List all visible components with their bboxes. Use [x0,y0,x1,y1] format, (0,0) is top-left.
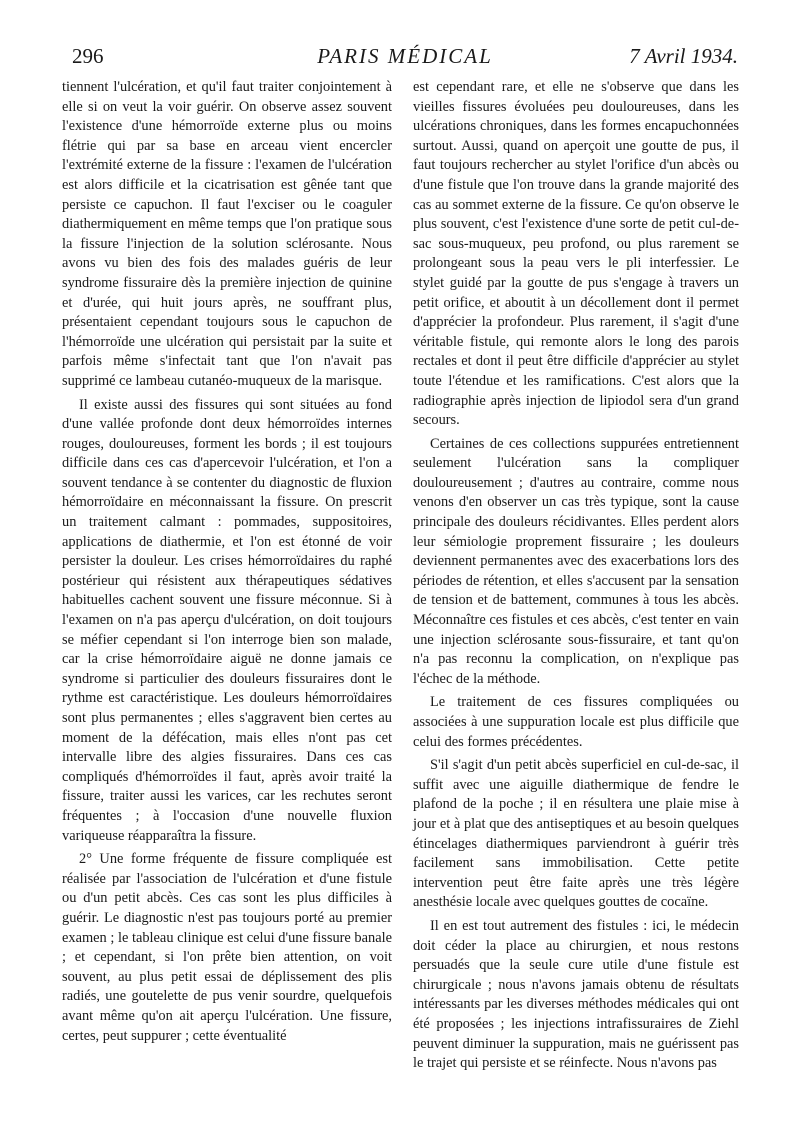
paragraph: Le traitement de ces fissures compliquées ou associées à une suppuration locale est plus difficile que celui des formes précédentes. [413,694,739,750]
paragraph: Il existe aussi des fissures qui sont situées au fond d'une vallée profonde dont deux hémorroïdes internes rouges, douloureuses, forment les bords ; il est toujours difficile dans ces cas d'apercevoir l'ulcération, et l'on a souvent tendance à se contenter du diagnostic de fluxion hémorroïdaire en méconnaissant la fissure. On prescrit un traitement calmant : pommades, suppositoires, applications de diathermie, et l'on est étonné de voir persister la douleur. Les crises hémorroïdaires du raphé postérieur qui résistent aux thérapeutiques sédatives habituelles cachent souvent une fissure méconnue. Si à l'examen on n'a pas aperçu d'ulcération, on doit toujours se méfier cependant si l'on interroge bien son malade, car la crise hémorroïdaire aiguë ne donne jamais ce syndrome si particulier des douleurs fissuraires dont le rythme est caractéristique. Les douleurs hémorroïdaires sont plus permanentes ; elles s'aggravent bien certes au moment de la défécation, mais elles n'ont pas cet intervalle libre des algies fissuraires. Dans ces cas compliqués d'hémorroïdes il faut, après avoir traité la fissure, traiter aussi les varices, car les rechutes seront fréquentes ; à l'occasion d'une nouvelle fluxion variqueuse réapparaîtra la fissure. [62,396,392,844]
paragraph: 2° Une forme fréquente de fissure compliquée est réalisée par l'association de l'ulcération et d'une fistule ou d'un petit abcès. Ces cas sont les plus difficiles à guérir. Le diagnostic n'est pas toujours porté au premier examen ; le tableau clinique est celui d'une fissure banale ; et cependant, si l'on prête bien attention, on voit souvent, au plus petit essai de déplissement des plis radiés, une goutelette de pus venir sourdre, quelquefois avant même qu'on ait aperçu l'ulcération. Une fissure, certes, peut suppurer ; cette éventualité [62,851,392,1044]
issue-date: 7 Avril 1934. [629,44,738,68]
paragraph: S'il s'agit d'un petit abcès superficiel en cul-de-sac, il suffit avec une aiguille diathermique de fendre le plafond de la poche ; il en résultera une plaie mise à jour et à plat que des antiseptiques et au besoin quelques étincelages diathermiques parviendront à guérir très facilement sans immobilisation. Cette petite intervention peut être faite après une très légère anesthésie locale avec quelques gouttes de cocaïne. [413,757,739,911]
running-header [72,44,738,74]
paragraph: est cependant rare, et elle ne s'observe que dans les vieilles fissures évoluées peu douloureuses, dans les ulcérations chroniques, dans les formes encapuchonnées surtout. Aussi, quand on aperçoit une goutte de pus, il faut toujours rechercher au stylet l'orifice d'un abcès ou d'une fistule que l'on trouve dans la grande majorité des cas au sommet externe de la fissure. Ce qu'on observe le plus souvent, c'est l'existence d'une sorte de petit cul-de-sac sous-muqueux, peu profond, ou plus rarement se prolongeant sous la peau vers le pli interfessier. Le stylet guidé par la goutte de pus s'engage à travers un petit orifice, et aboutit à un décollement dont il permet d'apprécier la profondeur. Plus rarement, il s'agit d'une véritable fistule, qui remonte alors le long des parois rectales et dont il peut être difficile d'apprécier au stylet toute l'étendue et les ramifications. C'est alors que la radiographie après injection de lipiodol sera d'un grand secours. [413,79,739,429]
left-column [62,78,392,1046]
paragraph: Certaines de ces collections suppurées entretiennent seulement l'ulcération sans la compliquer douloureusement ; d'autres au contraire, comme nous venons d'en observer un cas très typique, sont la cause principale des douleurs récidivantes. Elles perdent alors leur sémiologie proprement fissuraire ; les douleurs deviennent permanentes avec des exacerbations lors des périodes de rétention, et elles s'accusent par la sensation de tension et de battement, communes à tous les abcès. Méconnaître ces fistules et ces abcès, c'est tenter en vain une injection sclérosante sous-fissuraire, et tant qu'on n'a pas reconnu la complication, on n'explique pas l'échec de la méthode. [413,435,739,687]
journal-title: PARIS MÉDICAL [317,44,493,68]
paragraph: Il en est tout autrement des fistules : ici, le médecin doit céder la place au chirurgien, et nous restons persuadés que la seule cure utile d'une fistule est chirurgicale ; nous n'avons jamais obtenu de résultats intéressants par les diverses méthodes médicales qui ont été proposées ; les injections intrafissuraires de Ziehl peuvent diminuer la suppuration, mais ne guérissent pas le trajet qui persiste et se réinfecte. Nous n'avons pas [413,917,739,1072]
page-number: 296 [72,44,104,68]
paragraph: tiennent l'ulcération, et qu'il faut traiter conjointement à elle si on veut la voir guérir. On observe assez souvent l'existence d'une hémorroïde externe plus ou moins flétrie qui par sa base en arceau vient encercler l'extrémité externe de la fissure : l'examen de l'ulcération est alors difficile et la cicatrisation est gênée tant que persiste ce capuchon. Il faut l'exciser ou le coaguler diathermiquement en même temps que l'on pratique sous la fissure l'injection de la solution sclérosante. Nous avons vu bien des fois des malades guéris de leur syndrome fissuraire dès la première injection de quinine et d'urée, qui huit jours après, ne souffrant plus, présentaient cependant toujours sous le capuchon de l'hémorroïde une ulcération qui persistait par la suite et parfois même s'infectait tant que l'on n'avait pas supprimé ce lambeau cutanéo-muqueux de la marisque. [62,79,392,389]
right-column [413,78,739,1074]
